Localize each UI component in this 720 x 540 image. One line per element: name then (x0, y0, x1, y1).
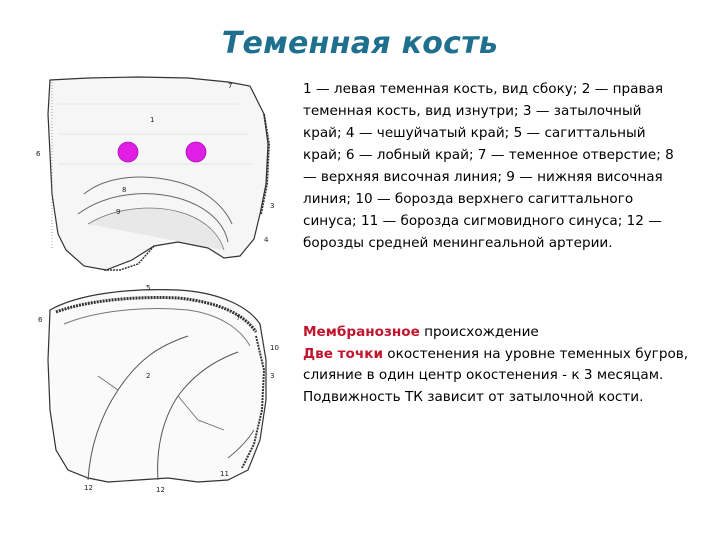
figure-bottom-label-5: 5 (146, 284, 151, 292)
notes-ossification-text: окостенения на уровне теменных бугров, слияние в один центр окостенения - к 3 месяцам. (303, 345, 689, 383)
figure-top-label-1: 1 (150, 116, 155, 124)
ossification-point-left (118, 142, 138, 162)
page-title: Теменная кость (221, 26, 499, 61)
parietal-bone-internal-illustration (28, 280, 290, 502)
figure-bottom-label-2: 2 (146, 372, 151, 380)
figure-top-label-7: 7 (228, 82, 233, 90)
notes-block (303, 322, 693, 408)
notes-line-ossification (303, 344, 693, 387)
figure-top-label-8: 8 (122, 186, 127, 194)
ossification-point-right (186, 142, 206, 162)
figure-bottom-label-7: 7 (236, 314, 241, 322)
figure-bottom-label-11: 11 (220, 470, 229, 478)
parietal-bone-lateral-illustration (28, 74, 290, 284)
notes-accent-two-points: Две точки (303, 345, 383, 362)
figure-bottom-label-12b: 12 (156, 486, 165, 494)
notes-origin-text: происхождение (419, 324, 539, 340)
notes-accent-membranous: Мембранозное (303, 324, 420, 340)
figure-top-label-6: 6 (36, 150, 41, 158)
figure-bottom-label-3: 3 (270, 372, 275, 380)
figure-bottom-label-12a: 12 (84, 484, 93, 492)
figure-top-label-3: 3 (270, 202, 275, 210)
figure-top-label-9: 9 (116, 208, 121, 216)
figure-bottom-label-6: 6 (38, 316, 43, 324)
figure-top-label-4: 4 (264, 236, 269, 244)
figure-legend: 1 — левая теменная кость, вид сбоку; 2 — правая теменная кость, вид изнутри; 3 — затылочный край; 4 — чешуйчатый край; 5 — сагиттальный край; 6 — лобный край; 7 — теменное отверстие; 8 — верхняя височная линия; 9 — нижняя височная линия; 10 — борозда верхнего сагиттального синуса; 11 — борозда сигмовидного синуса; 12 —борозды средней менингеальной артерии. (303, 81, 674, 251)
figure-bottom-label-10: 10 (270, 344, 279, 352)
notes-line-origin (303, 322, 693, 344)
notes-line-mobility: Подвижность ТК зависит от затылочной кости. (303, 388, 644, 405)
